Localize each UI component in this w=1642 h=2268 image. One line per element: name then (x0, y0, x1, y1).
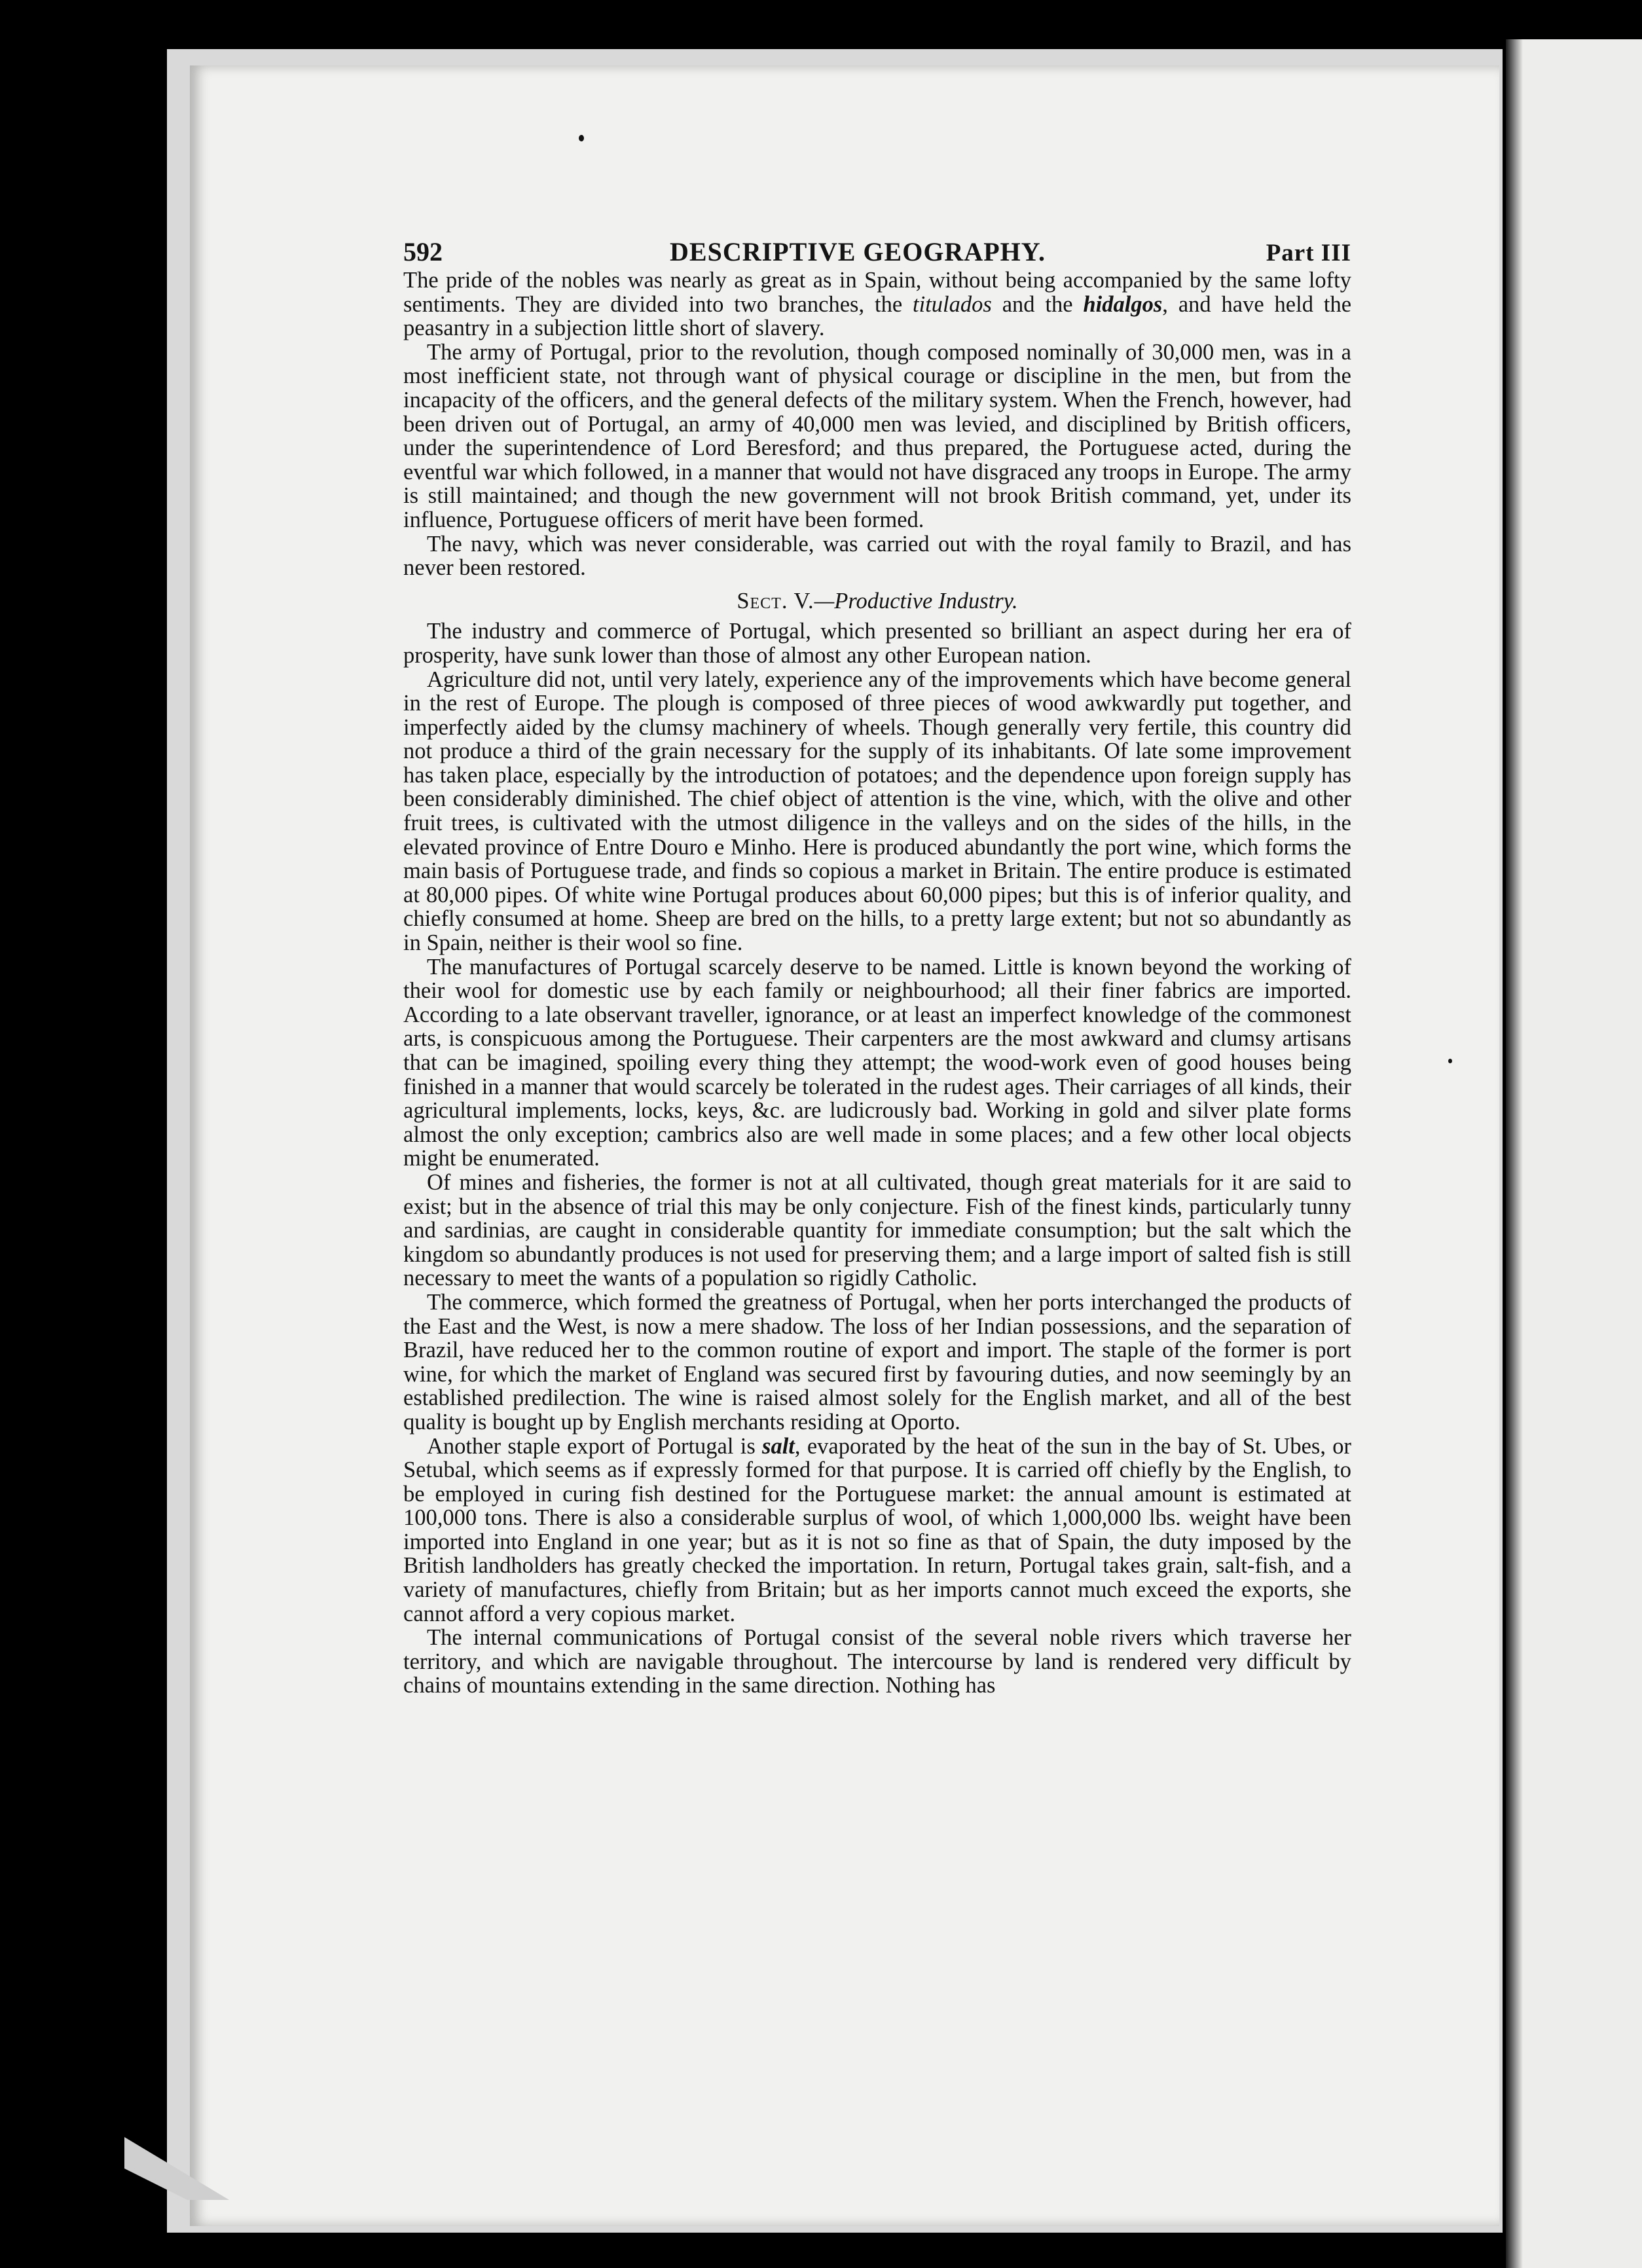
part-label: Part III (1266, 240, 1351, 266)
paragraph: Of mines and fisheries, the former is not at all cultivated, though great materials for it are said to exist; but in the absence of trial this may be only conjecture. Fish of the finest kinds, particularly tunny and sardinias, are caught in considerable quantity for immediate consumption; but the salt which the kingdom so abundantly produces is not used for preserving them; and a large import of salted fish is still necessary to meet the wants of a population so rigidly Catholic. (403, 1169, 1351, 1291)
paragraph: The pride of the nobles was nearly as great as in Spain, without being accompanied by the same lofty sentiments. They are divided into two branches, the titulados and the hidalgos, and have held the peasantry in a subjection little short of slavery. (403, 268, 1352, 341)
paragraph: The internal communications of Portugal consist of the several noble rivers which traverse her territory, and which are navigable throughout. The intercourse by land is rendered very difficult by chains of mountains extending in the same direction. Nothing has (403, 1625, 1351, 1698)
paragraph: The commerce, which formed the greatness of Portugal, when her ports interchanged the products of the East and the West, is now a mere shadow. The loss of her Indian possessions, and the separation of Brazil, have reduced her to the common routine of export and import. The staple of the former is port wine, for which the market of England was secured first by favouring duties, and now seemingly by an established predilection. The wine is raised almost solely for the English market, and all of the best quality is bought up by English merchants residing at Oporto. (403, 1289, 1351, 1435)
paragraph: Another staple export of Portugal is salt, evaporated by the heat of the sun in the bay of St. Ubes, or Setubal, which seems as if expressly formed for that purpose. It is carried off chiefly by the English, to be employed in curing fish destined for the Portuguese market: the annual amount is estimated at 100,000 tons. There is also a considerable surplus of wool, of which 1,000,000 lbs. weight have been imported into England in one year; but as it is not so fine as that of Spain, the duty imposed by the British landholders has greatly checked the importation. In return, Portugal takes grain, salt-fish, and a variety of manufactures, chiefly from Britain; but as her imports cannot much exceed the exports, she cannot afford a very copious market. (403, 1433, 1351, 1626)
running-title: DESCRIPTIVE GEOGRAPHY. (670, 237, 1046, 266)
italic-term: hidalgos (1083, 291, 1163, 317)
paragraph: The navy, which was never considerable, was carried out with the royal family to Brazil, and has never been restored. (403, 531, 1351, 581)
section-heading (403, 589, 1351, 613)
ink-speck (579, 135, 584, 141)
running-head (403, 237, 1351, 268)
italic-term: titulados (913, 291, 992, 317)
paragraph: The army of Portugal, prior to the revolution, though composed nominally of 30,000 men, was in a most inefficient state, not through want of physical courage or discipline in the men, but from the incapacity of the officers, and the general defects of the military system. When the French, however, had been driven out of Portugal, an army of 40,000 men was levied, and disciplined by British officers, under the superintendence of Lord Beresford; and thus prepared, the Portuguese acted, during the eventful war which followed, in a manner that would not have disgraced any troops in Europe. The army is still maintained; and though the new government will not brook British command, yet, under its influence, Portuguese officers of merit have been formed. (403, 339, 1351, 532)
ink-speck (1448, 1059, 1452, 1063)
section-title: —Productive Industry. (814, 588, 1018, 613)
facing-page-edge (1506, 39, 1642, 2268)
italic-term: salt (762, 1433, 795, 1459)
page-text (403, 237, 1351, 1698)
section-label: Sect. V. (737, 588, 814, 613)
page-number: 592 (403, 237, 443, 266)
paragraph: The manufactures of Portugal scarcely deserve to be named. Little is known beyond the working of their wool for domestic use by each family or neighbourhood; all their finer fabrics are imported. According to a late observant traveller, ignorance, or at least an imperfect knowledge of the commonest arts, is conspicuous among the Portuguese. Their carpenters are the most awkward and clumsy artisans that can be imagined, spoiling every thing they attempt; the wood-work even of good houses being finished in a manner that would scarcely be tolerated in the rudest ages. Their carriages of all kinds, their agricultural implements, locks, keys, &c. are ludicrously bad. Working in gold and silver plate forms almost the only exception; cambrics also are well made in some places; and a few other local objects might be enumerated. (403, 954, 1351, 1171)
paragraph: The industry and commerce of Portugal, which presented so brilliant an aspect during her era of prosperity, have sunk lower than those of almost any other European nation. (403, 619, 1351, 668)
paragraph: Agriculture did not, until very lately, experience any of the improvements which have become general in the rest of Europe. The plough is composed of three pieces of wood awkwardly put together, and imperfectly aided by the clumsy machinery of wheels. Though generally very fertile, this country did not produce a third of the grain necessary for the supply of its inhabitants. Of late some improvement has taken place, especially by the introduction of potatoes; and the dependence upon foreign supply has been considerably diminished. The chief object of attention is the vine, which, with the olive and other fruit trees, is cultivated with the utmost diligence in the valleys and on the sides of the hills, in the elevated province of Entre Douro e Minho. Here is produced abundantly the port wine, which forms the main basis of Portuguese trade, and finds so copious a market in Britain. The entire produce is estimated at 80,000 pipes. Of white wine Portugal produces about 60,000 pipes; but this is of inferior quality, and chiefly consumed at home. Sheep are bred on the hills, to a pretty large extent; but not so abundantly as in Spain, neither is their wool so fine. (403, 667, 1351, 956)
